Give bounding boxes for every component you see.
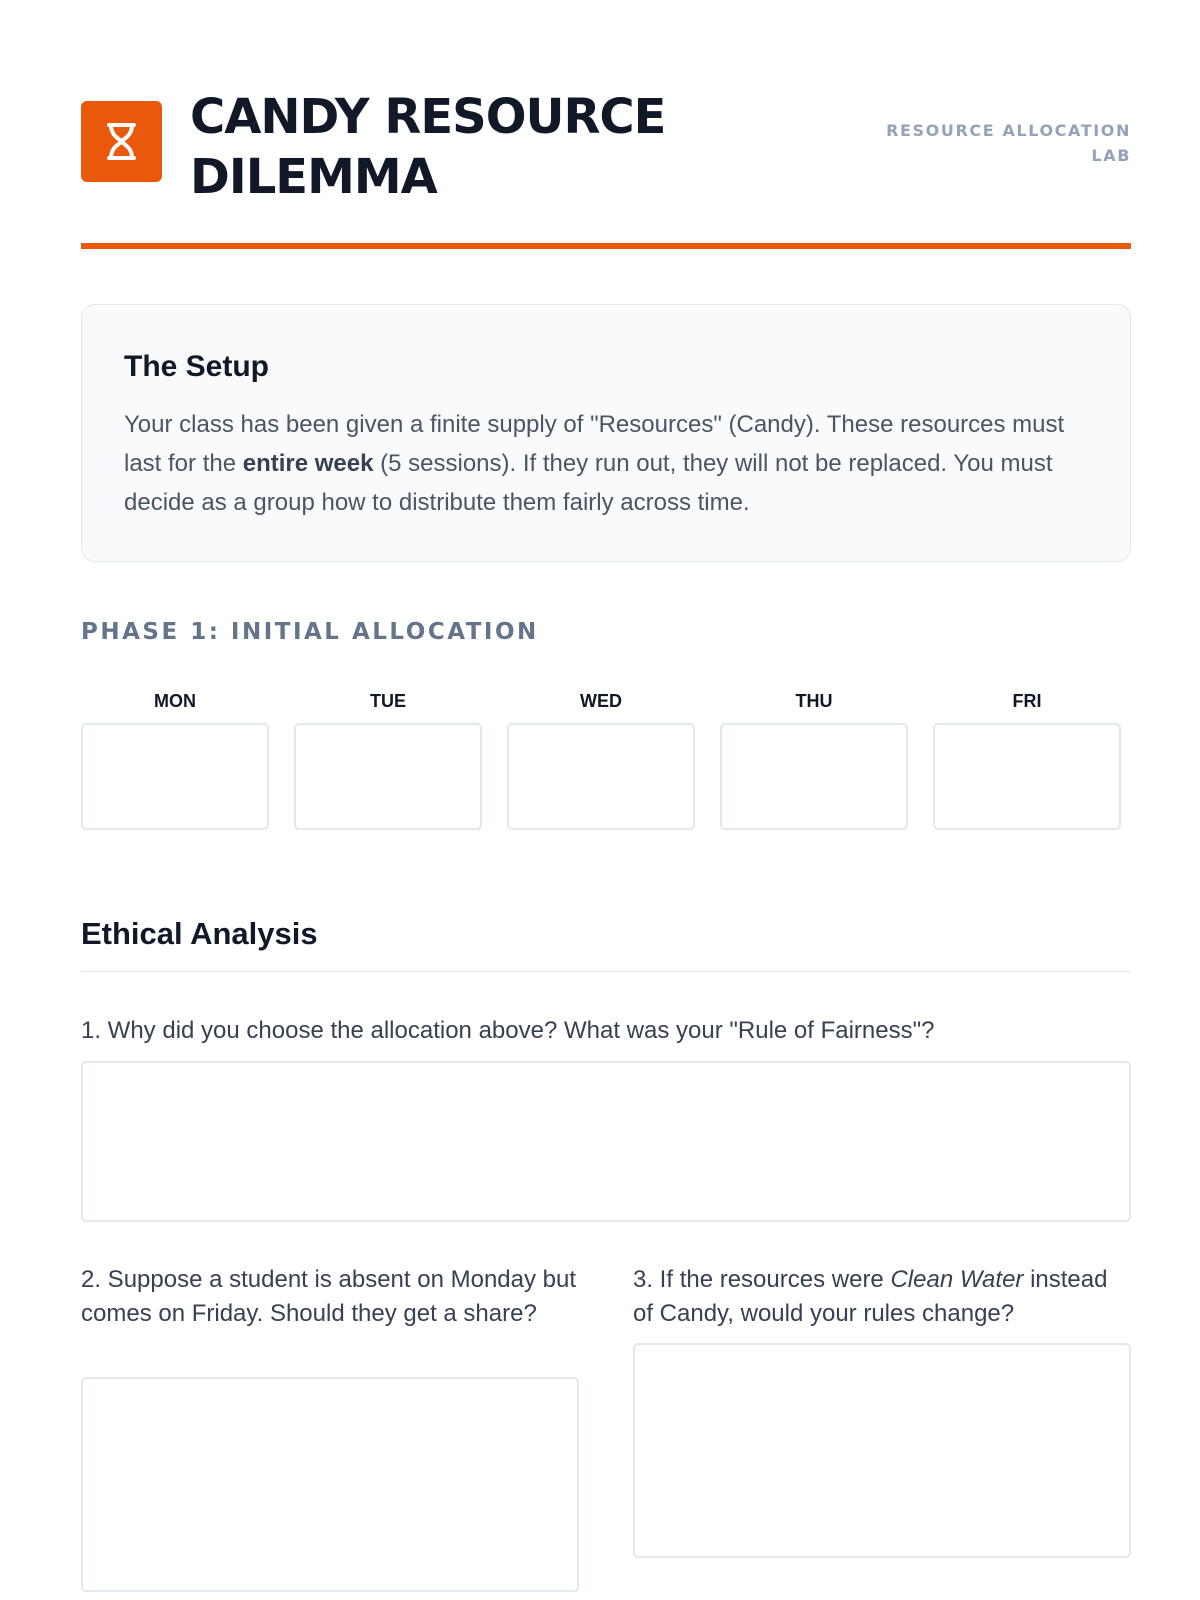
setup-text-start: Your class has been given a finite supply of "Resources" (Candy). These resources must last for the <box>124 411 1065 477</box>
day-wed <box>507 690 695 830</box>
question-3-end: instead of Candy, would your rules change? <box>633 1266 1108 1327</box>
page-title: CANDY RESOURCE DILEMMA <box>190 89 666 205</box>
setup-heading: The Setup <box>124 350 270 383</box>
ethics-heading: Ethical Analysis <box>81 916 318 951</box>
day-label-fri: FRI <box>1012 691 1042 711</box>
question-2: 2. Suppose a student is absent on Monday but comes on Friday. Should they get a share? <box>81 1266 577 1327</box>
day-label-tue: TUE <box>370 691 406 711</box>
day-input-tue[interactable] <box>294 723 482 830</box>
day-label-thu: THU <box>795 691 833 711</box>
setup-card <box>81 304 1131 562</box>
day-input-mon[interactable] <box>81 723 269 830</box>
answer-1-box[interactable] <box>81 1061 1131 1222</box>
logo <box>81 101 162 182</box>
hourglass-icon <box>81 101 162 182</box>
setup-text-end: (5 sessions). If they run out, they will not be replaced. You must decide as a group how to distribute them fairly across time. <box>124 450 1053 516</box>
question-3-start: 3. If the resources were <box>633 1266 891 1293</box>
day-input-thu[interactable] <box>720 723 908 830</box>
day-allocation-row <box>81 690 1131 830</box>
day-input-wed[interactable] <box>507 723 695 830</box>
day-mon <box>81 690 269 830</box>
day-thu <box>720 690 908 830</box>
ethics-divider <box>81 971 1131 972</box>
question-3-italic: Clean Water <box>890 1266 1024 1293</box>
header-divider <box>81 243 1131 249</box>
lab-label: RESOURCE ALLOCATION LAB <box>886 121 1131 165</box>
answer-3-box[interactable] <box>633 1343 1131 1558</box>
setup-text-emphasis: entire week <box>242 450 374 477</box>
header <box>81 87 1131 217</box>
question-1: 1. Why did you choose the allocation above? What was your "Rule of Fairness"? <box>81 1017 935 1044</box>
answer-2-box[interactable] <box>81 1377 579 1592</box>
day-tue <box>294 690 482 830</box>
worksheet-page <box>81 0 1131 1600</box>
day-label-mon: MON <box>154 691 196 711</box>
question-3 <box>633 1263 1131 1331</box>
day-label-wed: WED <box>580 691 622 711</box>
phase1-title: PHASE 1: INITIAL ALLOCATION <box>81 619 539 645</box>
day-fri <box>933 690 1121 830</box>
day-input-fri[interactable] <box>933 723 1121 830</box>
setup-text <box>124 405 1084 522</box>
